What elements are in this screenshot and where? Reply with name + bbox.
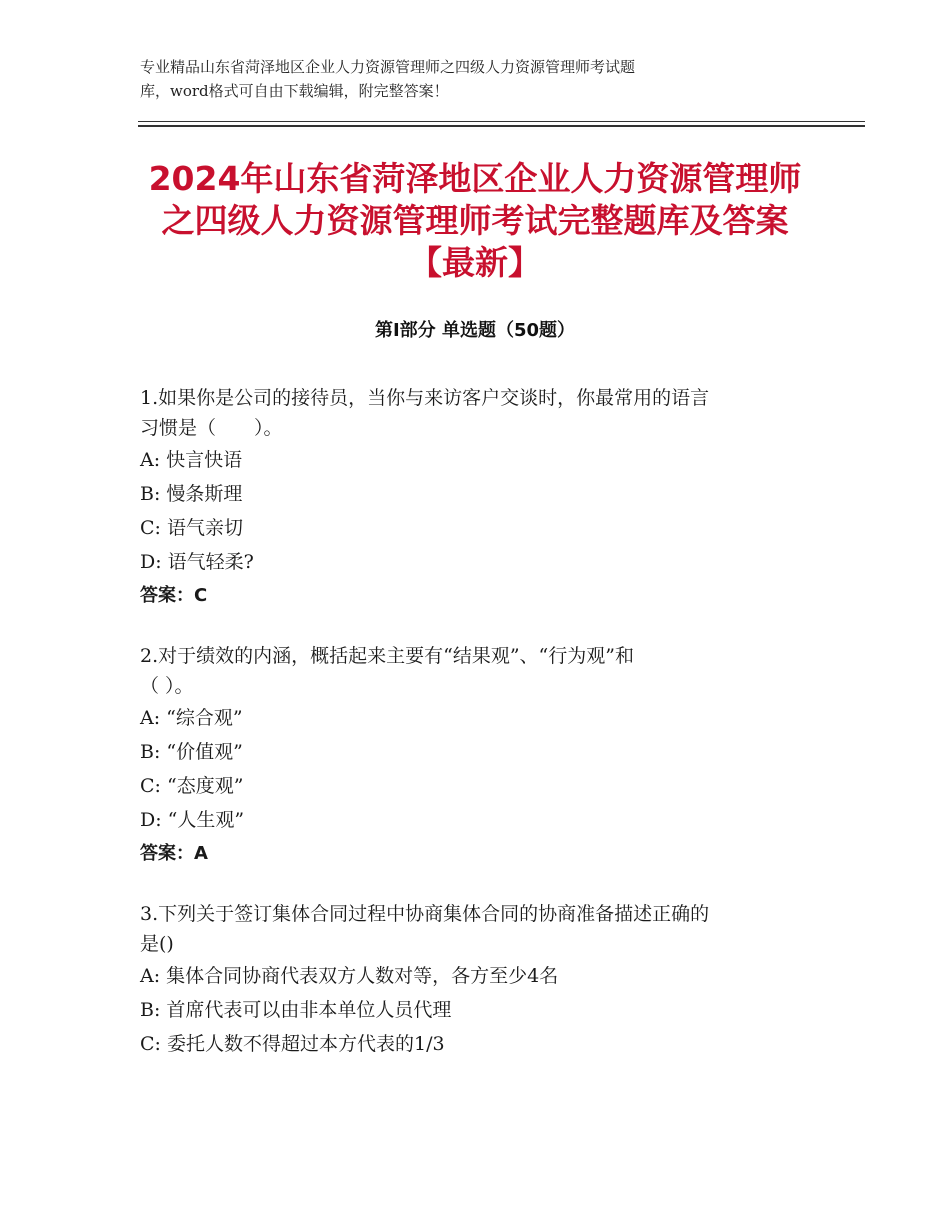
question-list [140,383,820,1089]
header-line-1: 专业精品山东省菏泽地区企业人力资源管理师之四级人力资源管理师考试题 [140,58,636,76]
header-line-2: 库，word格式可自由下载编辑，附完整答案！ [140,82,449,100]
title-line-1: 2024年山东省菏泽地区企业人力资源管理师 [148,159,802,198]
question-stem: 2.对于绩效的内涵，概括起来主要有“结果观”、“行为观”和 [140,645,634,667]
option-b: B: 首席代表可以由非本单位人员代理 [140,999,452,1021]
option-b: B: “价值观” [140,741,243,763]
question-stem-cont: 习惯是（ ）。 [140,417,283,439]
question-stem-cont: （ ）。 [140,675,194,697]
option-a: A: 快言快语 [140,449,243,471]
option-b: B: 慢条斯理 [140,483,243,505]
question-stem: 3.下列关于签订集体合同过程中协商集体合同的协商准备描述正确的 [140,903,710,925]
title-line-3: 【最新】 [409,243,541,282]
header-rule-thin [138,121,865,122]
option-d: D: “人生观” [140,809,245,831]
option-c: C: 语气亲切 [140,517,243,539]
answer-label: 答案：C [140,585,208,606]
section-title: 第Ⅰ部分 单选题（50题） [374,320,575,341]
option-d: D: 语气轻柔? [140,551,254,573]
question-2 [140,641,820,871]
option-c: C: “态度观” [140,775,244,797]
header-rule-thick [138,125,865,127]
option-a: A: “综合观” [140,707,243,729]
question-1 [140,383,820,613]
document-title [140,158,810,284]
question-3 [140,899,820,1061]
option-c: C: 委托人数不得超过本方代表的1/3 [140,1033,445,1055]
answer-label: 答案：A [140,843,208,864]
question-stem-cont: 是() [140,933,174,955]
option-a: A: 集体合同协商代表双方人数对等，各方至少4名 [140,965,559,987]
title-line-2: 之四级人力资源管理师考试完整题库及答案 [161,201,789,240]
question-stem: 1.如果你是公司的接待员，当你与来访客户交谈时，你最常用的语言 [140,387,710,409]
page-header [140,55,820,103]
